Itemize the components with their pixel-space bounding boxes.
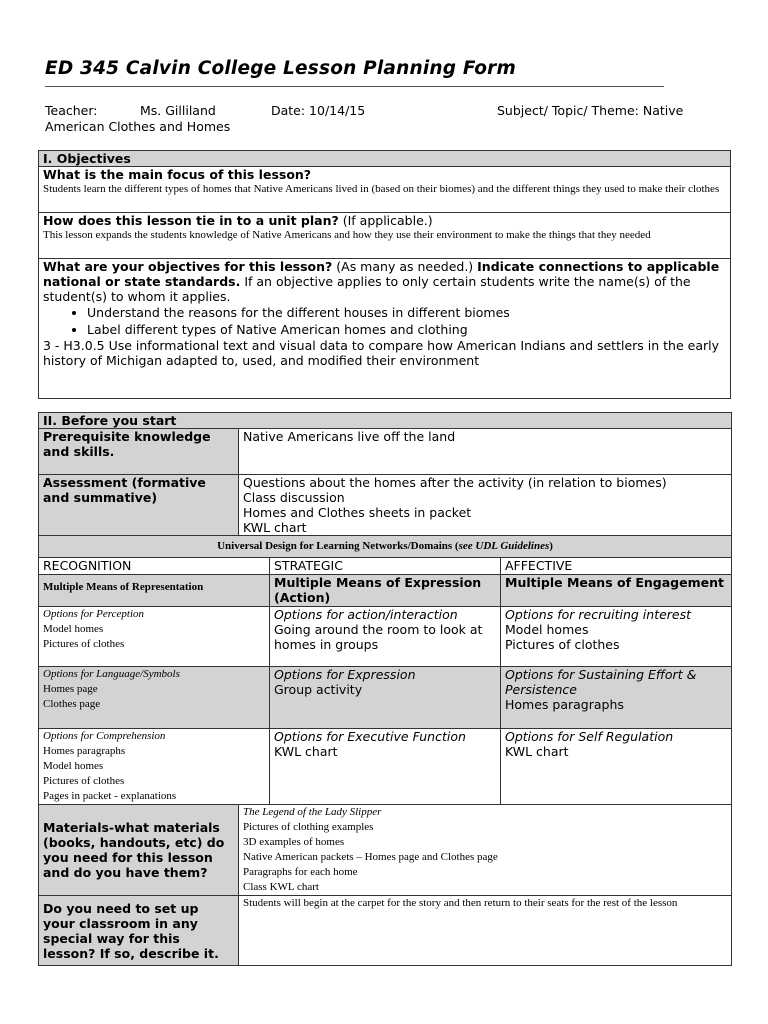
objective-item: • Label different types of Native American homes and clothing bbox=[87, 321, 726, 338]
comprehension-head: Options for Comprehension bbox=[43, 730, 166, 742]
regulation-head: Options for Self Regulation bbox=[505, 729, 674, 744]
objectives-note: (As many as needed.) bbox=[332, 259, 478, 274]
assessment-label: Assessment (formative and summative) bbox=[39, 475, 239, 536]
sub-representation: Multiple Means of Representation bbox=[39, 575, 270, 607]
effort-cell bbox=[501, 667, 732, 729]
subject-line-1: Subject/ Topic/ Theme: Native bbox=[497, 103, 684, 118]
col-affective: AFFECTIVE bbox=[501, 558, 732, 575]
materials-item: 3D examples of homes bbox=[243, 836, 345, 848]
prereq-value: Native Americans live off the land bbox=[239, 429, 732, 475]
assessment-item: Class discussion bbox=[243, 490, 345, 505]
perception-head: Options for Perception bbox=[43, 608, 145, 620]
comprehension-cell bbox=[39, 729, 270, 805]
objectives-header: I. Objectives bbox=[39, 151, 731, 167]
comprehension-item: Homes paragraphs bbox=[43, 745, 126, 757]
expression-head: Options for Expression bbox=[274, 667, 416, 682]
assessment-cell bbox=[239, 475, 732, 536]
perception-cell bbox=[39, 607, 270, 667]
col-strategic: STRATEGIC bbox=[270, 558, 501, 575]
materials-item: Native American packets – Homes page and Clothes page bbox=[243, 851, 498, 863]
setup-label: Do you need to set up your classroom in any special way for this lesson? If so, describe it. bbox=[39, 896, 239, 966]
focus-answer: Students learn the different types of homes that Native Americans lived in (based on their biomes) and the different things they used to make their clothes bbox=[43, 183, 720, 195]
executive-head: Options for Executive Function bbox=[274, 729, 466, 744]
sub-expression: Multiple Means of Expression (Action) bbox=[270, 575, 501, 607]
materials-book: The Legend of the Lady Slipper bbox=[243, 806, 382, 818]
regulation-item: KWL chart bbox=[505, 744, 569, 759]
materials-item: Class KWL chart bbox=[243, 881, 319, 893]
unit-plan-question: How does this lesson tie in to a unit plan? bbox=[43, 213, 339, 228]
teacher-label: Teacher: bbox=[45, 103, 98, 118]
language-head: Options for Language/Symbols bbox=[43, 668, 180, 680]
regulation-cell bbox=[501, 729, 732, 805]
teacher-name: Ms. Gilliland bbox=[140, 103, 216, 118]
comprehension-item: Pictures of clothes bbox=[43, 775, 125, 787]
expression-item: Group activity bbox=[274, 682, 363, 697]
sub-engagement: Multiple Means of Engagement bbox=[501, 575, 732, 607]
objective-item: • Understand the reasons for the different houses in different biomes bbox=[87, 304, 726, 321]
language-cell bbox=[39, 667, 270, 729]
language-item: Clothes page bbox=[43, 698, 101, 710]
comprehension-item: Model homes bbox=[43, 760, 104, 772]
objectives-cell bbox=[39, 259, 731, 399]
action-head: Options for action/interaction bbox=[274, 607, 458, 622]
udl-guidelines-ref: see UDL Guidelines bbox=[458, 540, 550, 552]
unit-plan-cell bbox=[39, 213, 731, 259]
objectives-table bbox=[38, 150, 731, 399]
unit-plan-note: (If applicable.) bbox=[338, 213, 433, 228]
assessment-item: Questions about the homes after the activity (in relation to biomes) bbox=[243, 475, 667, 490]
materials-label: Materials-what materials (books, handouts, etc) do you need for this lesson and do you have them? bbox=[39, 805, 239, 896]
interest-head: Options for recruiting interest bbox=[505, 607, 692, 622]
action-item: Going around the room to look at homes in groups bbox=[274, 622, 483, 652]
col-recognition: RECOGNITION bbox=[39, 558, 270, 575]
before-you-start-table bbox=[38, 412, 732, 966]
executive-item: KWL chart bbox=[274, 744, 338, 759]
focus-cell bbox=[39, 167, 731, 213]
language-item: Homes page bbox=[43, 683, 98, 695]
interest-item: Model homes bbox=[505, 622, 589, 637]
before-header: II. Before you start bbox=[39, 413, 732, 429]
udl-title: Universal Design for Learning Networks/Domains (see UDL Guidelines) bbox=[39, 536, 732, 558]
state-standard: 3 - H3.0.5 Use informational text and visual data to compare how American Indians and settlers in the early history of Michigan adapted to, used, and modified their environment bbox=[43, 338, 719, 368]
materials-cell bbox=[239, 805, 732, 896]
subject-line-2: American Clothes and Homes bbox=[45, 119, 231, 134]
assessment-item: KWL chart bbox=[243, 520, 307, 535]
effort-item: Homes paragraphs bbox=[505, 697, 624, 712]
perception-item: Model homes bbox=[43, 623, 104, 635]
standards-note: If an objective applies to only certain students write the name(s) of the student(s) to whom it applies. bbox=[43, 274, 691, 304]
expression-cell bbox=[270, 667, 501, 729]
lesson-date: Date: 10/14/15 bbox=[271, 103, 366, 118]
perception-item: Pictures of clothes bbox=[43, 638, 125, 650]
comprehension-item: Pages in packet - explanations bbox=[43, 790, 177, 802]
assessment-item: Homes and Clothes sheets in packet bbox=[243, 505, 472, 520]
objectives-question: What are your objectives for this lesson? bbox=[43, 259, 333, 274]
objectives-list bbox=[43, 304, 726, 338]
effort-head: Options for Sustaining Effort & Persistence bbox=[505, 667, 697, 697]
prereq-label: Prerequisite knowledge and skills. bbox=[39, 429, 239, 475]
materials-item: Pictures of clothing examples bbox=[243, 821, 374, 833]
standards-question: Indicate connections to applicable national or state standards. bbox=[43, 259, 720, 289]
title-rule bbox=[45, 86, 664, 87]
setup-value: Students will begin at the carpet for the story and then return to their seats for the rest of the lesson bbox=[239, 896, 732, 966]
interest-cell bbox=[501, 607, 732, 667]
focus-question: What is the main focus of this lesson? bbox=[43, 167, 312, 182]
unit-plan-answer: This lesson expands the students knowledge of Native Americans and how they use their environment to make the things that they needed bbox=[43, 229, 651, 241]
document-title: ED 345 Calvin College Lesson Planning Form bbox=[45, 58, 516, 79]
action-cell bbox=[270, 607, 501, 667]
materials-item: Paragraphs for each home bbox=[243, 866, 358, 878]
interest-item: Pictures of clothes bbox=[505, 637, 620, 652]
executive-cell bbox=[270, 729, 501, 805]
